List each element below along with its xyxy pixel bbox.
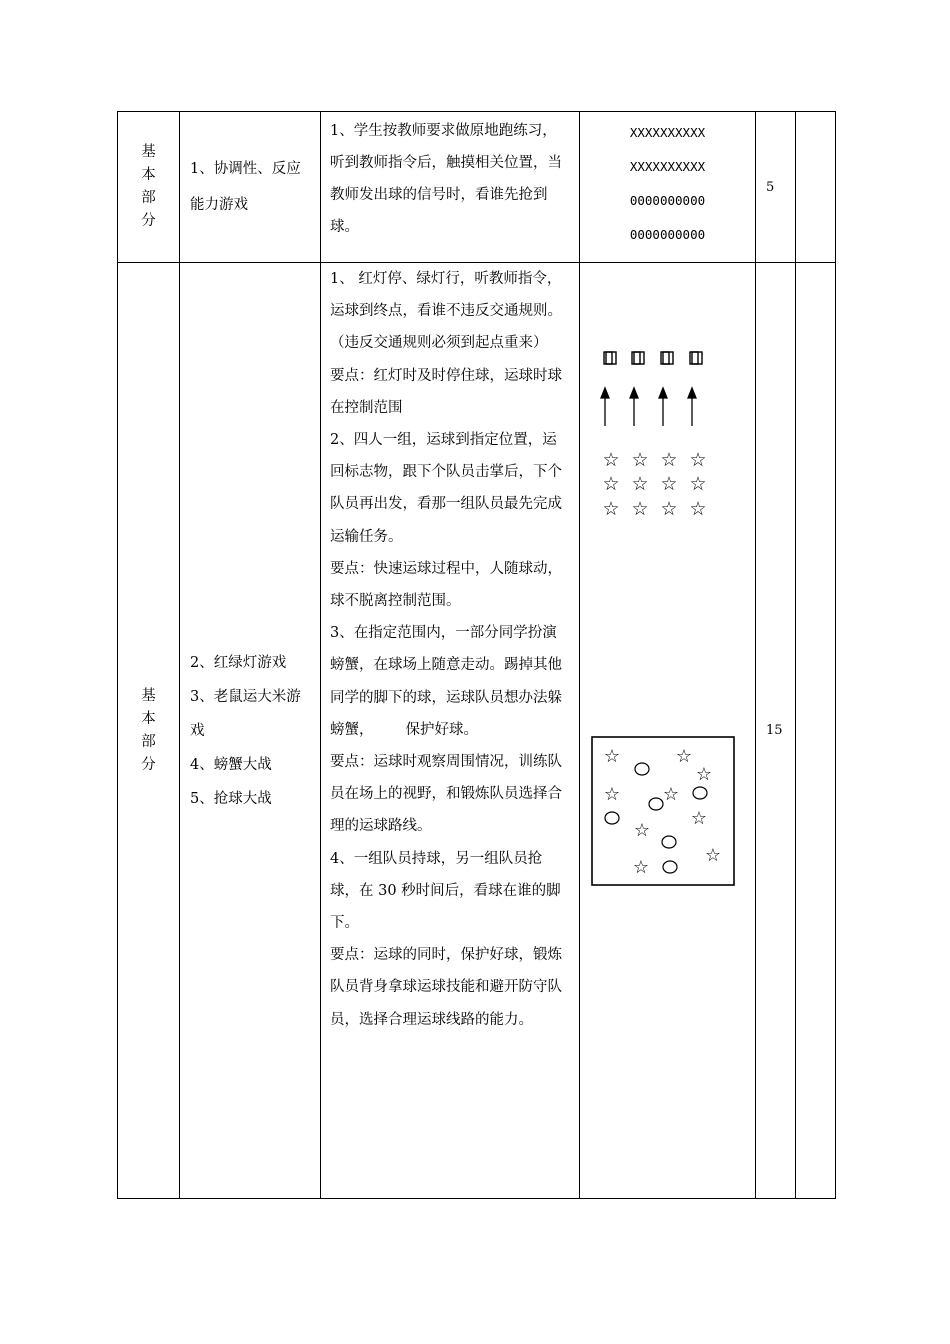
svg-text:☆: ☆ <box>632 857 650 878</box>
svg-text:☆: ☆ <box>603 784 621 805</box>
svg-text:☆: ☆ <box>689 449 707 471</box>
part-char: 分 <box>141 213 156 229</box>
part-char: 本 <box>141 167 156 183</box>
method-paragraph: 要点：红灯时及时停住球，运球时球在控制范围 <box>330 367 562 416</box>
method-text: 螃蟹， <box>330 721 374 738</box>
svg-text:☆: ☆ <box>602 498 620 520</box>
svg-text:☆: ☆ <box>631 473 649 495</box>
svg-text:☆: ☆ <box>690 808 708 829</box>
formation-line: 0000000000 <box>629 227 706 242</box>
formation-line: XXXXXXXXXX <box>629 125 706 140</box>
method-paragraph: 要点：快速运球过程中，人随球动，球不脱离控制范围。 <box>330 560 562 610</box>
svg-text:☆: ☆ <box>660 498 678 520</box>
method-paragraph: 1、 红灯停、绿灯行，听教师指令，运球到终点，看谁不违反交通规则。（违反交通规则必须到起点重来） <box>330 271 562 352</box>
method-text: 保护好球。 <box>405 721 478 738</box>
part-cell <box>118 112 180 263</box>
svg-text:☆: ☆ <box>695 764 713 785</box>
method-cell <box>321 263 580 1199</box>
table-row <box>118 112 836 263</box>
method-paragraph: 要点：运球的同时，保护好球，锻炼队员背身拿球运球技能和避开防守队员，选择合理运球线路的能力。 <box>330 947 562 1028</box>
svg-text:☆: ☆ <box>662 784 680 805</box>
content-line: 3、老鼠运大米游 <box>190 688 301 705</box>
formation-line: XXXXXXXXXX <box>629 159 706 174</box>
svg-text:☆: ☆ <box>602 449 620 471</box>
method-paragraph: 2、四人一组，运球到指定位置，运回标志物，跟下个队员击掌后，下个队员再出发，看那一组队员最先完成运输任务。 <box>330 432 562 545</box>
content-line: 1、协调性、反应 <box>190 161 301 177</box>
content-line: 4、螃蟹大战 <box>190 756 272 773</box>
svg-text:☆: ☆ <box>631 449 649 471</box>
formation-line: 0000000000 <box>629 193 706 208</box>
svg-text:☆: ☆ <box>689 498 707 520</box>
part-char: 基 <box>141 144 156 160</box>
part-char: 部 <box>141 190 156 206</box>
square-marker-icon <box>604 352 702 364</box>
content-cell <box>180 263 321 1199</box>
part-cell <box>118 263 180 1199</box>
part-char: 基 <box>141 687 156 704</box>
table-row <box>118 263 836 1199</box>
svg-text:☆: ☆ <box>631 498 649 520</box>
part-char: 本 <box>141 710 156 727</box>
svg-text:☆: ☆ <box>603 746 621 767</box>
svg-text:☆: ☆ <box>689 473 707 495</box>
svg-text:☆: ☆ <box>660 449 678 471</box>
formation-cell <box>580 112 756 263</box>
method-cell <box>321 112 580 263</box>
part-char: 分 <box>141 756 156 773</box>
content-cell <box>180 112 321 263</box>
content-line: 能力游戏 <box>190 197 248 213</box>
svg-text:☆: ☆ <box>660 473 678 495</box>
content-line: 5、抢球大战 <box>190 790 272 807</box>
content-line: 2、红绿灯游戏 <box>190 654 287 671</box>
svg-text:☆: ☆ <box>602 473 620 495</box>
star-icon <box>602 449 706 520</box>
method-paragraph: 要点：运球时观察周围情况，训练队员在场上的视野，和锻炼队员选择合理的运球路线。 <box>330 754 562 835</box>
formation-diagram <box>580 263 755 1198</box>
organization-cell <box>580 263 756 1199</box>
method-paragraph: 4、一组队员持球，另一组队员抢球，在 30 秒时间后，看球在谁的脚下。 <box>330 850 561 932</box>
time-cell <box>756 263 796 1199</box>
time-value: 15 <box>766 723 783 738</box>
svg-text:☆: ☆ <box>633 820 651 841</box>
lesson-plan-table <box>117 111 836 1199</box>
method-text: 3、在指定范围内，一部分同学扮演螃蟹，在球场上随意走动。踢掉其他同学的脚下的球，运球队员想办法躲 <box>330 625 562 706</box>
part-char: 部 <box>141 733 156 750</box>
note-cell <box>796 112 836 263</box>
svg-text:☆: ☆ <box>675 746 693 767</box>
up-arrow-icon <box>601 388 696 426</box>
content-line: 戏 <box>190 722 205 739</box>
svg-text:☆: ☆ <box>704 845 722 866</box>
method-paragraph: 1、学生按教师要求做原地跑练习，听到教师指令后，触摸相关位置，当教师发出球的信号时，看谁先抢到球。 <box>330 123 562 235</box>
time-value: 5 <box>766 179 775 195</box>
note-cell <box>796 263 836 1199</box>
star-icon <box>604 746 721 878</box>
method-paragraph <box>330 617 570 746</box>
time-cell <box>756 112 796 263</box>
